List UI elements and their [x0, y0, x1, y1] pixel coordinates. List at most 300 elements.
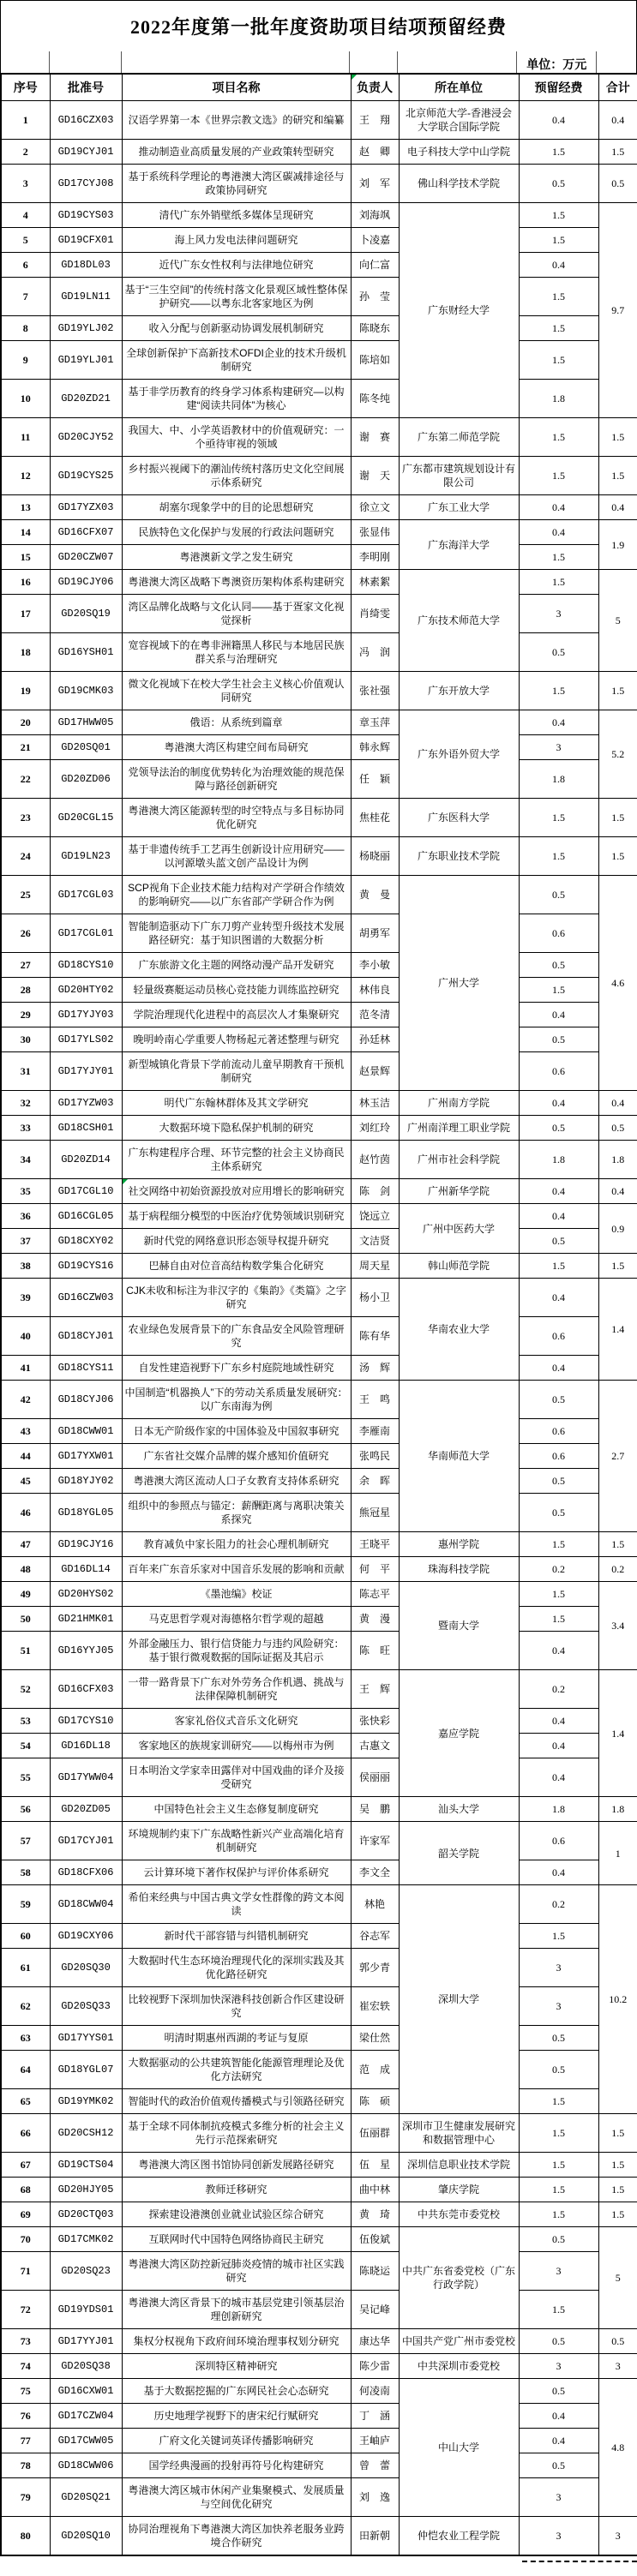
institution-cell: 深圳信息职业技术学院 [399, 2153, 519, 2178]
total-cell: 1.5 [598, 799, 637, 837]
institution-cell: 广东第二师范学院 [399, 418, 519, 457]
institution-cell: 电子科技大学中山学院 [399, 140, 519, 165]
institution-cell: 广东开放大学 [399, 672, 519, 710]
leader-name-cell: 谷志军 [351, 1924, 399, 1949]
table-row [1, 1494, 637, 1532]
institution-cell: 广州南洋理工职业学院 [399, 1116, 519, 1141]
table-row [1, 1607, 637, 1632]
reserved-fund-cell: 1.5 [519, 672, 598, 710]
reserved-fund-cell: 1.5 [519, 203, 598, 228]
grant-number-cell: GD20SQ19 [50, 595, 122, 633]
institution-cell: 广东都市建筑规划设计有限公司 [399, 457, 519, 495]
grant-number-cell: GD20HJY05 [50, 2178, 122, 2202]
total-cell: 0.5 [598, 1116, 637, 1141]
table-row [1, 876, 637, 914]
reserved-fund-cell: 1.5 [519, 570, 598, 595]
grant-number-cell: GD20SQ01 [50, 735, 122, 760]
reserved-fund-cell: 0.6 [519, 914, 598, 953]
leader-name-cell: 范 成 [351, 2051, 399, 2089]
reserved-fund-cell: 1.5 [519, 2178, 598, 2202]
table-row [1, 545, 637, 570]
row-number-cell: 22 [1, 760, 50, 799]
reserved-fund-cell: 0.4 [519, 1632, 598, 1670]
institution-cell: 广东医科大学 [399, 799, 519, 837]
table-row [1, 253, 637, 278]
unit-strip-cell [350, 51, 398, 73]
table-row [1, 1444, 637, 1469]
institution-cell: 广州市社会科学院 [399, 1141, 519, 1179]
row-number-cell: 61 [1, 1949, 50, 1987]
row-number-cell: 35 [1, 1179, 50, 1204]
project-name-cell: 互联网时代中国特色网络协商民主研究 [122, 2227, 351, 2252]
grant-number-cell: GD19CJY06 [50, 570, 122, 595]
row-number-cell: 53 [1, 1709, 50, 1734]
grant-number-cell: GD16DL14 [50, 1557, 122, 1582]
institution-cell: 嘉应学院 [399, 1670, 519, 1797]
table-row [1, 1469, 637, 1494]
table-row [1, 2379, 637, 2404]
reserved-fund-cell: 1.5 [519, 140, 598, 165]
institution-cell: 广东海洋大学 [399, 520, 519, 570]
reserved-fund-cell: 1.8 [519, 1141, 598, 1179]
table-row [1, 203, 637, 228]
grant-number-cell: GD16CXW01 [50, 2379, 122, 2404]
project-name-cell: 协同治理视角下粤港澳大湾区加快养老服务业跨境合作研究 [122, 2517, 351, 2556]
institution-cell: 深圳市卫生健康发展研究和数据管理中心 [399, 2114, 519, 2153]
table-row [1, 978, 637, 1003]
total-cell: 0.4 [598, 1179, 637, 1204]
leader-name-cell: 黄 漫 [351, 1607, 399, 1632]
leader-name-cell: 谢 赛 [351, 418, 399, 457]
table-row [1, 710, 637, 735]
reserved-fund-cell: 0.4 [519, 2404, 598, 2429]
grant-number-cell: GD18DL03 [50, 253, 122, 278]
table-row [1, 1356, 637, 1381]
reserved-fund-cell: 0.4 [519, 1356, 598, 1381]
row-number-cell: 46 [1, 1494, 50, 1532]
institution-cell: 华南师范大学 [399, 1381, 519, 1532]
total-cell: 3 [598, 2354, 637, 2379]
grant-number-cell: GD20ZD06 [50, 760, 122, 799]
reserved-fund-cell: 0.4 [519, 1204, 598, 1229]
institution-cell: 广州中医药大学 [399, 1204, 519, 1254]
leader-name-cell: 张显伟 [351, 520, 399, 545]
leader-name-cell: 李文全 [351, 1860, 399, 1885]
project-name-cell: 基于病程细分模型的中医治疗优势领域识别研究 [122, 1204, 351, 1229]
project-name-cell: 深圳特区精神研究 [122, 2354, 351, 2379]
leader-name-cell: 郭少青 [351, 1949, 399, 1987]
table-row [1, 799, 637, 837]
project-name-cell: 环境规制约束下广东战略性新兴产业高端化培育机制研究 [122, 1822, 351, 1860]
table-row [1, 341, 637, 380]
table-row [1, 1532, 637, 1557]
unit-strip-cell [398, 51, 518, 73]
table-row [1, 1670, 637, 1709]
table-row [1, 1204, 637, 1229]
leader-name-cell: 饶远立 [351, 1204, 399, 1229]
table-row [1, 1822, 637, 1860]
institution-cell: 中共深圳市委党校 [399, 2354, 519, 2379]
row-number-cell: 9 [1, 341, 50, 380]
total-cell: 1.4 [598, 1279, 637, 1381]
row-number-cell: 15 [1, 545, 50, 570]
total-cell: 4.6 [598, 876, 637, 1091]
leader-name-cell: 林艳 [351, 1885, 399, 1924]
reserved-fund-cell: 1.5 [519, 837, 598, 876]
project-name-cell: 粤港澳大湾区能源转型的时空特点与多目标协同优化研究 [122, 799, 351, 837]
reserved-fund-cell: 1.5 [519, 341, 598, 380]
grant-number-cell: GD19YLJ02 [50, 316, 122, 341]
grant-number-cell: GD19CXY06 [50, 1924, 122, 1949]
reserved-fund-cell: 1.5 [519, 2291, 598, 2329]
row-number-cell: 69 [1, 2202, 50, 2227]
grant-number-cell: GD20CJY52 [50, 418, 122, 457]
total-cell: 1.5 [598, 1254, 637, 1279]
grant-number-cell: GD16CZX03 [50, 101, 122, 140]
total-cell: 9.7 [598, 203, 637, 418]
reserved-fund-cell: 1.5 [519, 1254, 598, 1279]
row-number-cell: 18 [1, 633, 50, 672]
leader-name-cell: 杨小卫 [351, 1279, 399, 1317]
leader-name-cell: 黄 琦 [351, 2202, 399, 2227]
grant-number-cell: GD18CYS10 [50, 953, 122, 978]
institution-cell: 暨南大学 [399, 1582, 519, 1670]
table-row [1, 1557, 637, 1582]
grant-number-cell: GD19CYJ01 [50, 140, 122, 165]
table-row [1, 2202, 637, 2227]
row-number-cell: 26 [1, 914, 50, 953]
leader-name-cell: 孙廷林 [351, 1027, 399, 1052]
row-number-cell: 32 [1, 1091, 50, 1116]
project-name-cell: 探索建设港澳创业就业试验区综合研究 [122, 2202, 351, 2227]
row-number-cell: 78 [1, 2453, 50, 2478]
table-row [1, 633, 637, 672]
reserved-fund-cell: 0.4 [519, 495, 598, 520]
table-row [1, 520, 637, 545]
reserved-fund-cell: 1.5 [519, 316, 598, 341]
project-name-cell: 大数据驱动的公共建筑智能化能源管理理论及优化方法研究 [122, 2051, 351, 2089]
leader-name-cell: 陈晓运 [351, 2252, 399, 2291]
project-name-cell: 广东省社交媒介品牌的媒介感知价值研究 [122, 1444, 351, 1469]
total-cell: 1.5 [598, 457, 637, 495]
leader-name-cell: 林素絮 [351, 570, 399, 595]
leader-name-cell: 张社强 [351, 672, 399, 710]
table-row [1, 1229, 637, 1254]
project-name-cell: 收入分配与创新驱动协调发展机制研究 [122, 316, 351, 341]
institution-cell: 中共广东省委党校（广东行政学院） [399, 2227, 519, 2329]
leader-name-cell: 张快彩 [351, 1709, 399, 1734]
row-number-cell: 13 [1, 495, 50, 520]
grant-number-cell: GD18CYS11 [50, 1356, 122, 1381]
project-name-cell: 基于全球不同体制抗疫模式多维分析的社会主义先行示范探索研究 [122, 2114, 351, 2153]
reserved-fund-cell: 0.4 [519, 1003, 598, 1027]
row-number-cell: 75 [1, 2379, 50, 2404]
leader-name-cell: 任 颖 [351, 760, 399, 799]
leader-name-cell: 伍丽群 [351, 2114, 399, 2153]
project-name-cell: 清代广东外销壁纸多媒体呈现研究 [122, 203, 351, 228]
leader-name-cell: 张鸣民 [351, 1444, 399, 1469]
project-name-cell: 明代广东翰林群体及其文学研究 [122, 1091, 351, 1116]
total-cell: 0.9 [598, 1204, 637, 1254]
grant-number-cell: GD20SQ33 [50, 1987, 122, 2026]
leader-name-cell: 伍俊斌 [351, 2227, 399, 2252]
grant-number-cell: GD18CXY02 [50, 1229, 122, 1254]
project-name-cell: 粤港澳大湾区背景下的城市基层党建引领基层治理创新研究 [122, 2291, 351, 2329]
grant-number-cell: GD21HMK01 [50, 1607, 122, 1632]
table-row [1, 837, 637, 876]
table-row [1, 1381, 637, 1419]
reserved-fund-cell: 0.5 [519, 2026, 598, 2051]
row-number-cell: 54 [1, 1734, 50, 1758]
institution-cell: 华南农业大学 [399, 1279, 519, 1381]
table-row [1, 457, 637, 495]
table-row [1, 1317, 637, 1356]
reserved-fund-cell: 0.4 [519, 1734, 598, 1758]
row-number-cell: 38 [1, 1254, 50, 1279]
reserved-fund-cell: 0.6 [519, 1052, 598, 1091]
leader-name-cell: 范冬清 [351, 1003, 399, 1027]
row-number-cell: 52 [1, 1670, 50, 1709]
row-number-cell: 25 [1, 876, 50, 914]
leader-name-cell: 杨晓丽 [351, 837, 399, 876]
total-cell: 3 [598, 2517, 637, 2556]
row-number-cell: 68 [1, 2178, 50, 2202]
col-header-grant-id: 批准号 [50, 74, 122, 101]
project-name-cell: 基于非学历教育的终身学习体系构建研究—以构建“阅读共同体”为核心 [122, 380, 351, 418]
header-row [1, 74, 637, 101]
leader-name-cell: 伍 星 [351, 2153, 399, 2178]
institution-cell: 广州新华学院 [399, 1179, 519, 1204]
reserved-fund-cell: 0.6 [519, 1822, 598, 1860]
grant-number-cell: GD17YYS01 [50, 2026, 122, 2051]
table-row [1, 1279, 637, 1317]
table-row [1, 1734, 637, 1758]
project-name-cell: 汉语学界第一本《世界宗教文选》的研究和编纂 [122, 101, 351, 140]
grant-number-cell: GD17YZW03 [50, 1091, 122, 1116]
grant-number-cell: GD17YXW01 [50, 1444, 122, 1469]
table-row [1, 953, 637, 978]
project-name-cell: 基于系统科学理论的粤港澳大湾区碳减排途径与政策协同研究 [122, 165, 351, 203]
reserved-fund-cell: 1.5 [519, 2153, 598, 2178]
reserved-fund-cell: 0.5 [519, 876, 598, 914]
leader-name-cell: 刘红玲 [351, 1116, 399, 1141]
table-row [1, 418, 637, 457]
leader-name-cell: 丁 涵 [351, 2404, 399, 2429]
project-name-cell: 新时代干部容错与纠错机制研究 [122, 1924, 351, 1949]
unit-strip-cell [517, 51, 597, 73]
grant-number-cell: GD17YJY03 [50, 1003, 122, 1027]
institution-cell: 佛山科学技术学院 [399, 165, 519, 203]
institution-cell: 中国共产党广州市委党校 [399, 2329, 519, 2354]
reserved-fund-cell: 1.5 [519, 545, 598, 570]
row-number-cell: 58 [1, 1860, 50, 1885]
table-row [1, 1419, 637, 1444]
project-name-cell: 基于“三生空间”的传统村落文化景观区域性整体保护研究——以粤东北客家地区为例 [122, 278, 351, 316]
grant-number-cell: GD17CYJ08 [50, 165, 122, 203]
grant-number-cell: GD20CSH12 [50, 2114, 122, 2153]
project-name-cell: 胡塞尔现象学中的目的论思想研究 [122, 495, 351, 520]
reserved-fund-cell: 3 [519, 1949, 598, 1987]
total-cell: 1 [598, 1822, 637, 1885]
grant-number-cell: GD18CWW01 [50, 1419, 122, 1444]
reserved-fund-cell: 0.5 [519, 165, 598, 203]
institution-cell: 广东职业技术学院 [399, 837, 519, 876]
total-cell: 0.5 [598, 165, 637, 203]
project-name-cell: 粤港澳大湾区防控新冠肺炎疫情的城市社区实践研究 [122, 2252, 351, 2291]
project-name-cell: 海上风力发电法律问题研究 [122, 228, 351, 253]
institution-cell: 韩山师范学院 [399, 1254, 519, 1279]
row-number-cell: 14 [1, 520, 50, 545]
row-number-cell: 6 [1, 253, 50, 278]
leader-name-cell: 周天星 [351, 1254, 399, 1279]
reserved-fund-cell: 0.5 [519, 1027, 598, 1052]
reserved-fund-cell: 1.5 [519, 1532, 598, 1557]
project-name-cell: 粤港澳新文学之发生研究 [122, 545, 351, 570]
grant-number-cell: GD19LN23 [50, 837, 122, 876]
leader-name-cell: 熊冠星 [351, 1494, 399, 1532]
reserved-fund-cell: 0.2 [519, 1557, 598, 1582]
grant-number-cell: GD17YYJ01 [50, 2329, 122, 2354]
leader-name-cell: 陈冬纯 [351, 380, 399, 418]
grant-number-cell: GD20ZD05 [50, 1797, 122, 1822]
project-name-cell: 历史地理学视野下的唐宋纪行赋研究 [122, 2404, 351, 2429]
grant-number-cell: GD18CYJ06 [50, 1381, 122, 1419]
grant-number-cell: GD18CFX06 [50, 1860, 122, 1885]
leader-name-cell: 谢 天 [351, 457, 399, 495]
leader-name-cell: 王 翔 [351, 101, 399, 140]
table-row [1, 228, 637, 253]
project-name-cell: 中国特色社会主义生态修复制度研究 [122, 1797, 351, 1822]
institution-cell: 广州大学 [399, 876, 519, 1091]
grant-number-cell: GD19CYS16 [50, 1254, 122, 1279]
grant-number-cell: GD16YYJ05 [50, 1632, 122, 1670]
unit-strip-cell [122, 51, 350, 73]
leader-name-cell: 卜凌嘉 [351, 228, 399, 253]
project-name-cell: 晚明岭南心学重要人物杨起元著述整理与研究 [122, 1027, 351, 1052]
leader-name-cell: 李小敏 [351, 953, 399, 978]
institution-cell: 仲恺农业工程学院 [399, 2517, 519, 2556]
grant-number-cell: GD19CYS25 [50, 457, 122, 495]
leader-name-cell: 刘 军 [351, 165, 399, 203]
leader-name-cell: 赵景辉 [351, 1052, 399, 1091]
reserved-fund-cell: 1.5 [519, 418, 598, 457]
table-row [1, 570, 637, 595]
leader-name-cell: 何凌南 [351, 2379, 399, 2404]
project-name-cell: 外部金融压力、银行信贷能力与违约风险研究：基于银行微观数据的国际证据及其启示 [122, 1632, 351, 1670]
total-cell: 1.8 [598, 1797, 637, 1822]
grant-number-cell: GD20CTQ03 [50, 2202, 122, 2227]
table-row [1, 1003, 637, 1027]
reserved-fund-cell: 3 [519, 735, 598, 760]
project-name-cell: 推动制造业高质量发展的产业政策转型研究 [122, 140, 351, 165]
row-number-cell: 37 [1, 1229, 50, 1254]
total-cell: 1.5 [598, 418, 637, 457]
project-name-cell: 集权分权视角下政府间环境治理事权划分研究 [122, 2329, 351, 2354]
row-number-cell: 80 [1, 2517, 50, 2556]
table-row [1, 2227, 637, 2252]
col-header-project: 项目名称 [122, 74, 351, 101]
reserved-fund-cell: 1.5 [519, 1924, 598, 1949]
grant-number-cell: GD17CZW04 [50, 2404, 122, 2429]
project-name-cell: 宽容视域下的在粤非洲籍黑人移民与本地居民族群关系与治理研究 [122, 633, 351, 672]
reserved-fund-cell: 0.4 [519, 101, 598, 140]
reserved-fund-cell: 0.4 [519, 1860, 598, 1885]
reserved-fund-cell: 1.5 [519, 2114, 598, 2153]
project-name-cell: 新型城镇化背景下学前流动儿童早期教育干预机制研究 [122, 1052, 351, 1091]
project-name-cell: 希伯来经典与中国古典文学女性群像的跨文本阅读 [122, 1885, 351, 1924]
grant-number-cell: GD18CSH01 [50, 1116, 122, 1141]
reserved-fund-cell: 0.5 [519, 2051, 598, 2089]
leader-name-cell: 吴 鹏 [351, 1797, 399, 1822]
project-name-cell: 日本无产阶级作家的中国体验及中国叙事研究 [122, 1419, 351, 1444]
leader-name-cell: 田新朝 [351, 2517, 399, 2556]
reserved-fund-cell: 3 [519, 2252, 598, 2291]
project-name-cell: 粤港澳大湾区构建空间布局研究 [122, 735, 351, 760]
institution-cell: 广州南方学院 [399, 1091, 519, 1116]
total-cell: 1.5 [598, 837, 637, 876]
row-number-cell: 40 [1, 1317, 50, 1356]
table-row [1, 316, 637, 341]
reserved-fund-cell: 0.4 [519, 520, 598, 545]
reserved-fund-cell: 3 [519, 2354, 598, 2379]
total-cell: 1.5 [598, 2153, 637, 2178]
table-row [1, 914, 637, 953]
grant-number-cell: GD16CFX03 [50, 1670, 122, 1709]
leader-name-cell: 陈志平 [351, 1582, 399, 1607]
project-name-cell: 新时代党的网络意识形态领导权提升研究 [122, 1229, 351, 1254]
table-row [1, 760, 637, 799]
row-number-cell: 12 [1, 457, 50, 495]
table-row [1, 1179, 637, 1204]
leader-name-cell: 崔宏轶 [351, 1987, 399, 2026]
grant-number-cell: GD19LN11 [50, 278, 122, 316]
reserved-fund-cell: 0.4 [519, 2429, 598, 2453]
leader-name-cell: 何 平 [351, 1557, 399, 1582]
institution-cell: 广东外语外贸大学 [399, 710, 519, 799]
row-number-cell: 41 [1, 1356, 50, 1381]
total-cell: 5.2 [598, 710, 637, 799]
row-number-cell: 49 [1, 1582, 50, 1607]
row-number-cell: 55 [1, 1758, 50, 1797]
project-name-cell: 农业绿色发展背景下的广东食品安全风险管理研究 [122, 1317, 351, 1356]
reserved-fund-cell: 1.5 [519, 457, 598, 495]
table-row [1, 2478, 637, 2517]
table-row [1, 1116, 637, 1141]
row-number-cell: 72 [1, 2291, 50, 2329]
table-row [1, 1987, 637, 2026]
project-name-cell: 大数据环境下隐私保护机制的研究 [122, 1116, 351, 1141]
row-number-cell: 45 [1, 1469, 50, 1494]
reserved-fund-cell: 0.5 [519, 1469, 598, 1494]
row-number-cell: 2 [1, 140, 50, 165]
leader-name-cell: 吴记峰 [351, 2291, 399, 2329]
table-row [1, 1709, 637, 1734]
row-number-cell: 63 [1, 2026, 50, 2051]
table-row [1, 165, 637, 203]
reserved-fund-cell: 1.5 [519, 799, 598, 837]
institution-cell: 中共东莞市委党校 [399, 2202, 519, 2227]
project-name-cell: 粤港澳大湾区战略下粤澳资历架构体系构建研究 [122, 570, 351, 595]
leader-name-cell: 章玉萍 [351, 710, 399, 735]
table-row [1, 2252, 637, 2291]
table-row [1, 2089, 637, 2114]
reserved-fund-cell: 3 [519, 2478, 598, 2517]
grant-number-cell: GD20ZD21 [50, 380, 122, 418]
institution-cell: 广东财经大学 [399, 203, 519, 418]
table-row [1, 2429, 637, 2453]
table-row [1, 1632, 637, 1670]
row-number-cell: 76 [1, 2404, 50, 2429]
